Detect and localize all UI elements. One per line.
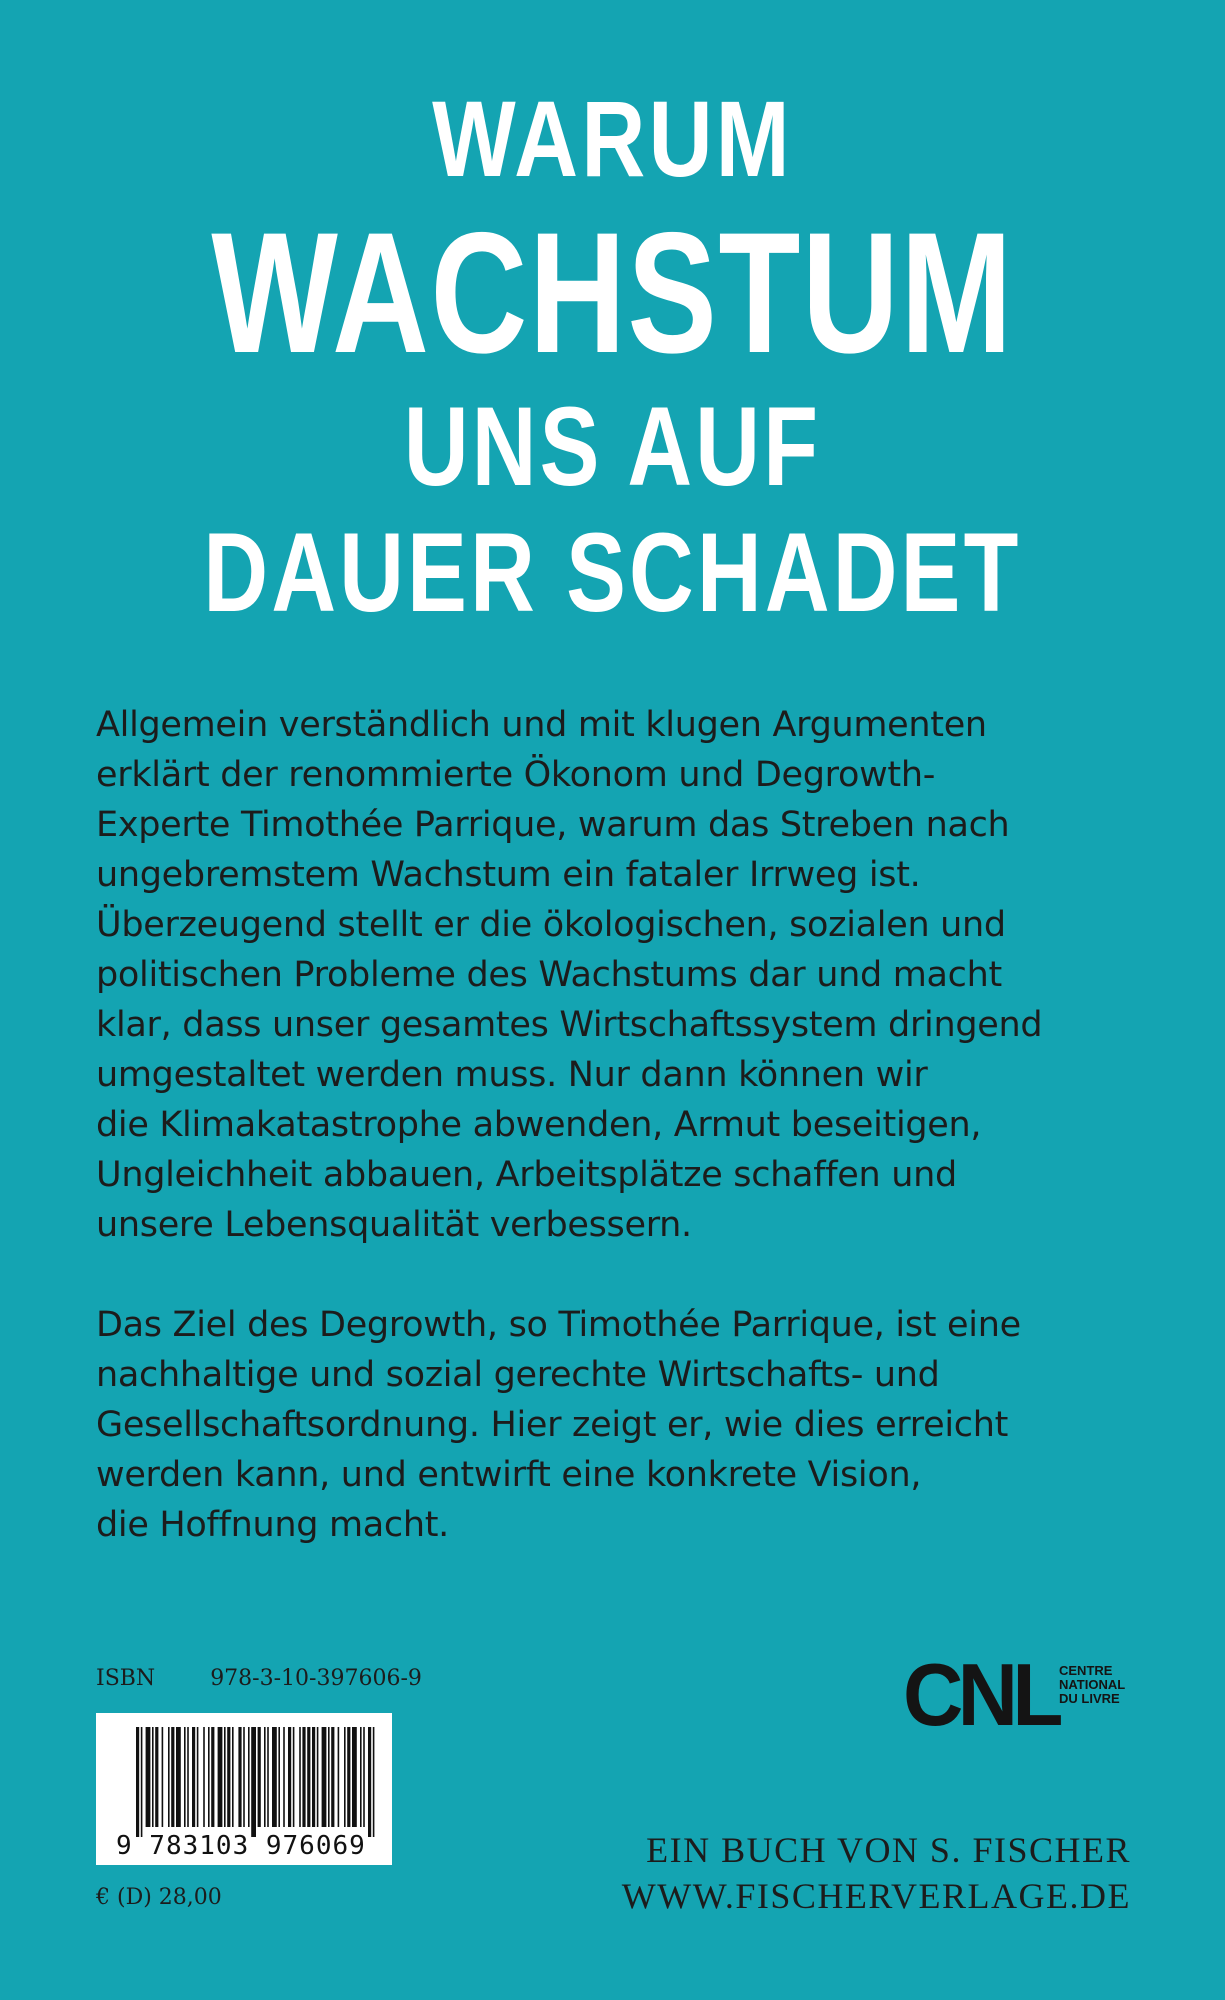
publisher-line: EIN BUCH VON S. FISCHER <box>646 1830 1131 1870</box>
barcode-bar <box>248 1727 250 1827</box>
barcode-bar <box>360 1727 362 1827</box>
barcode-bar <box>352 1727 357 1827</box>
barcode-bar <box>283 1727 285 1827</box>
cnl-logo-line: DU LIVRE <box>1059 1691 1120 1706</box>
barcode-bar <box>136 1727 139 1837</box>
blurb-line: Überzeugend stellt er die ökologischen, sozialen und <box>96 905 1006 945</box>
barcode-bar <box>258 1727 261 1827</box>
cnl-logo <box>903 1645 1143 1760</box>
barcode-bar <box>307 1727 310 1827</box>
title-line-3: UNS AUF <box>403 384 822 509</box>
blurb-line: nachhaltige und sozial gerechte Wirtschafts- und <box>96 1355 940 1395</box>
blurb-line: Ungleichheit abbauen, Arbeitsplätze schaffen und <box>96 1155 957 1195</box>
barcode-digits: 9 783103 976069 <box>116 1831 366 1861</box>
blurb-line: klar, dass unser gesamtes Wirtschaftssystem dringend <box>96 1005 1043 1045</box>
barcode-bar <box>211 1727 214 1827</box>
barcode-bar <box>328 1727 330 1827</box>
blurb-text <box>96 700 1156 1600</box>
cnl-logo-mark: CNL <box>903 1645 1058 1744</box>
blurb-line: Allgemein verständlich und mit klugen Argumenten <box>96 705 987 745</box>
blurb-paragraph-2 <box>96 1300 1156 1550</box>
isbn-label: ISBN <box>96 1666 156 1691</box>
barcode-bar <box>243 1727 245 1827</box>
barcode-bar <box>344 1727 346 1827</box>
blurb-line: werden kann, und entwirft eine konkrete Vision, <box>96 1455 922 1495</box>
barcode-bar <box>187 1727 189 1827</box>
barcode-bar <box>331 1727 334 1827</box>
barcode-bar <box>192 1727 195 1827</box>
blurb-paragraph-1 <box>96 700 1156 1250</box>
book-title <box>0 78 1225 635</box>
barcode-bar <box>251 1727 256 1837</box>
isbn-number: 978-3-10-397606-9 <box>210 1666 422 1691</box>
barcode-bar <box>146 1727 151 1827</box>
title-line-2: WACHSTUM <box>211 197 1014 389</box>
barcode-bar <box>141 1727 143 1837</box>
barcode-bar <box>373 1727 375 1837</box>
barcode-bar <box>162 1727 164 1827</box>
barcode-bar <box>197 1727 199 1827</box>
blurb-line: die Klimakatastrophe abwenden, Armut beseitigen, <box>96 1105 982 1145</box>
barcode-bar <box>208 1727 210 1827</box>
barcode-bar <box>203 1727 205 1827</box>
title-line-1: WARUM <box>432 78 793 199</box>
barcode-bar <box>218 1727 223 1827</box>
cnl-logo-text <box>1059 1664 1125 1706</box>
blurb-line: Experte Timothée Parrique, warum das Streben nach <box>96 805 1010 845</box>
barcode-bar <box>232 1727 234 1827</box>
barcode-bar <box>272 1727 277 1827</box>
barcode-bar <box>238 1727 241 1827</box>
barcode-bar <box>155 1727 158 1827</box>
cnl-logo-line: CENTRE <box>1059 1663 1113 1678</box>
blurb-line: Gesellschaftsordnung. Hier zeigt er, wie dies erreicht <box>96 1405 1009 1445</box>
barcode-bar <box>152 1727 154 1827</box>
blurb-line: die Hoffnung macht. <box>96 1505 449 1545</box>
cnl-logo-line: NATIONAL <box>1059 1677 1126 1692</box>
blurb-line: ungebremstem Wachstum ein fataler Irrweg ist. <box>96 855 921 895</box>
barcode-bar <box>267 1727 269 1827</box>
blurb-line: politischen Probleme des Wachstums dar und macht <box>96 955 1002 995</box>
barcode-bar <box>293 1727 295 1827</box>
barcode-bar <box>299 1727 301 1827</box>
publisher-imprint <box>622 1827 1131 1919</box>
barcode-bar <box>338 1727 340 1827</box>
barcode-bar <box>312 1727 315 1827</box>
barcode-bar <box>278 1727 280 1827</box>
barcode-bar <box>368 1727 371 1837</box>
blurb-line: unsere Lebensqualität verbessern. <box>96 1205 692 1245</box>
barcode-bar <box>184 1727 186 1827</box>
barcode-bar <box>264 1727 266 1827</box>
barcode-bar <box>317 1727 319 1827</box>
barcode-bar <box>322 1727 327 1827</box>
price: € (D) 28,00 <box>96 1885 222 1910</box>
barcode-bar <box>171 1727 174 1827</box>
barcode-bar <box>347 1727 350 1827</box>
publisher-website: WWW.FISCHERVERLAGE.DE <box>621 1876 1131 1916</box>
barcode-bar <box>363 1727 365 1827</box>
barcode-bar <box>302 1727 305 1827</box>
barcode-bar <box>227 1727 230 1827</box>
blurb-line: umgestaltet werden muss. Nur dann können wir <box>96 1055 928 1095</box>
barcode-bar <box>168 1727 170 1827</box>
barcode-bar <box>288 1727 291 1827</box>
barcode <box>96 1713 392 1865</box>
blurb-line: erklärt der renommierte Ökonom und Degrowth- <box>96 755 936 795</box>
title-line-4: DAUER SCHADET <box>203 510 1022 635</box>
barcode-bar <box>176 1727 181 1827</box>
barcode-bar <box>224 1727 226 1827</box>
blurb-line: Das Ziel des Degrowth, so Timothée Parrique, ist eine <box>96 1305 1021 1345</box>
isbn <box>96 1666 422 1691</box>
